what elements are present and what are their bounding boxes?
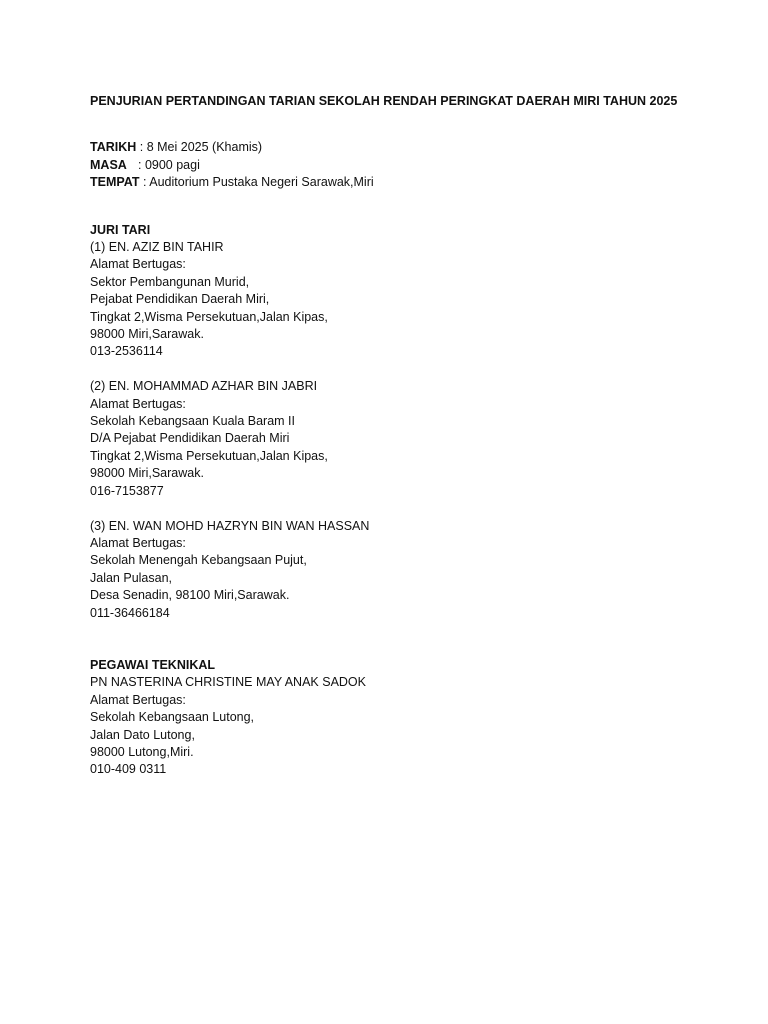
address-line: Tingkat 2,Wisma Persekutuan,Jalan Kipas, [90, 309, 328, 324]
judge-name: (2) EN. MOHAMMAD AZHAR BIN JABRI [90, 379, 318, 394]
technical-officer-name: PN NASTERINA CHRISTINE MAY ANAK SADOK [90, 675, 366, 690]
address-line: Sekolah Kebangsaan Lutong, [90, 710, 255, 725]
event-details [90, 139, 710, 191]
judge-entry-2 [90, 378, 710, 500]
address-label: Alamat Bertugas: [90, 535, 186, 550]
address-line: Sektor Pembangunan Murid, [90, 274, 250, 289]
address-line: 98000 Lutong,Miri. [90, 744, 194, 759]
address-label: Alamat Bertugas: [90, 257, 186, 272]
judges-section [90, 222, 710, 622]
address-label: Alamat Bertugas: [90, 396, 186, 411]
date-value: : 8 Mei 2025 (Khamis) [136, 140, 263, 155]
address-label: Alamat Bertugas: [90, 692, 186, 707]
event-venue-row [90, 174, 710, 191]
technical-heading: PEGAWAI TEKNIKAL [90, 657, 216, 672]
address-line: Sekolah Menengah Kebangsaan Pujut, [90, 553, 307, 568]
time-value: : 0900 pagi [138, 157, 200, 172]
address-line: Pejabat Pendidikan Daerah Miri, [90, 292, 270, 307]
phone-number: 016-7153877 [90, 483, 164, 498]
judges-heading: JURI TARI [90, 222, 151, 237]
address-line: D/A Pejabat Pendidikan Daerah Miri [90, 431, 290, 446]
technical-officer-section [90, 657, 710, 779]
event-time-row [90, 157, 710, 174]
address-line: Desa Senadin, 98100 Miri,Sarawak. [90, 588, 290, 603]
event-date-row [90, 139, 710, 156]
address-line: 98000 Miri,Sarawak. [90, 466, 204, 481]
judge-entry-1 [90, 239, 710, 361]
address-line: Jalan Pulasan, [90, 570, 173, 585]
judge-name: (1) EN. AZIZ BIN TAHIR [90, 240, 224, 255]
venue-value: : Auditorium Pustaka Negeri Sarawak,Miri [139, 175, 374, 190]
judge-name: (3) EN. WAN MOHD HAZRYN BIN WAN HASSAN [90, 518, 370, 533]
phone-number: 011-36466184 [90, 605, 170, 620]
address-line: Jalan Dato Lutong, [90, 727, 195, 742]
judge-entry-3 [90, 518, 710, 622]
phone-number: 013-2536114 [90, 344, 163, 359]
address-line: 98000 Miri,Sarawak. [90, 327, 204, 342]
address-line: Tingkat 2,Wisma Persekutuan,Jalan Kipas, [90, 448, 328, 463]
document-body [90, 93, 710, 779]
phone-number: 010-409 0311 [90, 762, 167, 777]
document-title: PENJURIAN PERTANDINGAN TARIAN SEKOLAH RENDAH PERINGKAT DAERAH MIRI TAHUN 2025 [90, 94, 678, 108]
time-label: MASA [90, 157, 127, 172]
venue-label: TEMPAT [90, 175, 140, 190]
address-line: Sekolah Kebangsaan Kuala Baram II [90, 414, 295, 429]
date-label: TARIKH [90, 140, 137, 155]
